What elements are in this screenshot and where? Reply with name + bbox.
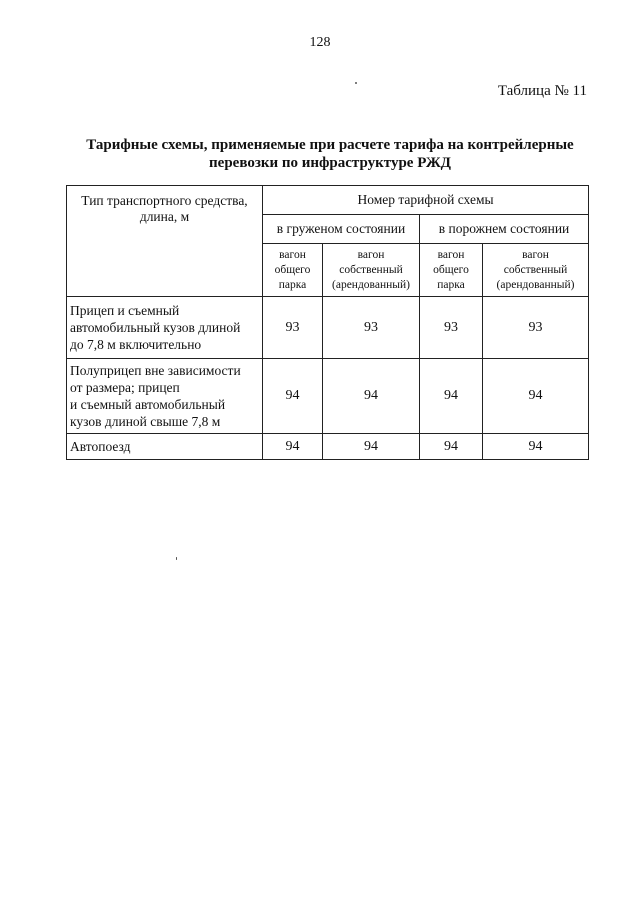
table-cell: 94 <box>483 359 589 434</box>
row-label: Полуприцеп вне зависимости от размера; прицеп и съемный автомобильный кузов длиной свыше 7,8 м <box>67 359 263 434</box>
table-row <box>67 434 589 460</box>
table-cell: 93 <box>263 297 323 359</box>
row-label: Автопоезд <box>67 434 263 460</box>
document-title: Тарифные схемы, применяемые при расчете тарифа на контрейлерные перевозки по инфраструктуре РЖД <box>86 137 574 171</box>
tariff-table <box>66 185 589 460</box>
wagon-own-header: вагон собственный (арендованный) <box>323 244 420 297</box>
vehicle-type-header: Тип транспортного средства, длина, м <box>67 186 263 297</box>
table-label: Таблица № 11 <box>497 83 587 99</box>
scan-speck <box>176 557 177 560</box>
table-cell: 94 <box>420 434 483 460</box>
wagon-own-header: вагон собственный (арендованный) <box>483 244 589 297</box>
table-cell: 94 <box>323 359 420 434</box>
table-cell: 94 <box>420 359 483 434</box>
table-cell: 93 <box>483 297 589 359</box>
table-cell: 93 <box>420 297 483 359</box>
table-cell: 94 <box>323 434 420 460</box>
page-number: 128 <box>309 35 331 50</box>
loaded-state-header: в груженом состоянии <box>263 215 420 244</box>
table-cell: 93 <box>323 297 420 359</box>
row-label: Прицеп и съемный автомобильный кузов длиной до 7,8 м включительно <box>67 297 263 359</box>
wagon-common-header: вагон общего парка <box>420 244 483 297</box>
wagon-common-header: вагон общего парка <box>263 244 323 297</box>
tariff-scheme-header: Номер тарифной схемы <box>263 186 589 215</box>
table-cell: 94 <box>483 434 589 460</box>
table-row <box>67 359 589 434</box>
table-cell: 94 <box>263 359 323 434</box>
empty-state-header: в порожнем состоянии <box>420 215 589 244</box>
scan-speck <box>355 82 357 84</box>
table-row <box>67 297 589 359</box>
table-cell: 94 <box>263 434 323 460</box>
